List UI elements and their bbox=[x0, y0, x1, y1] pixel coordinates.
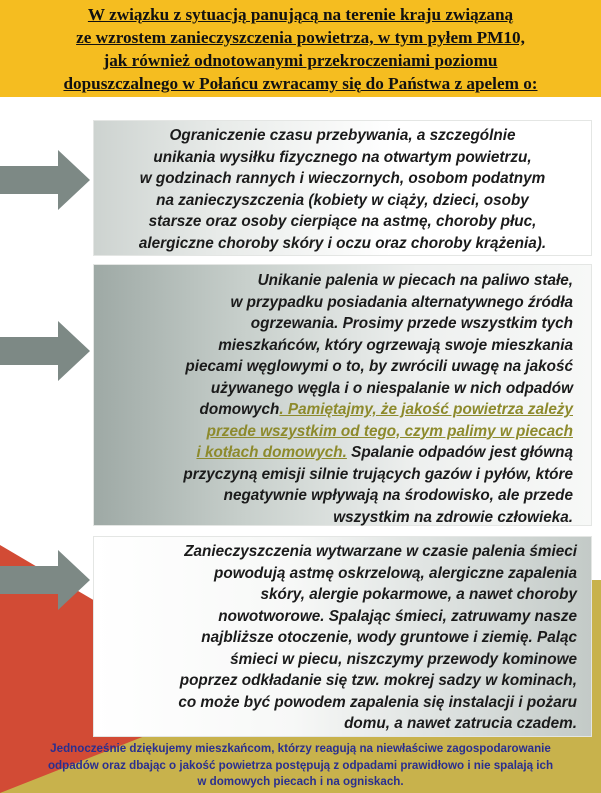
text-line: najbliższe otoczenie, wody gruntowe i ziemię. Paląc bbox=[201, 629, 577, 646]
highlighted-text: przede wszystkim od tego, czym palimy w piecach bbox=[206, 422, 573, 440]
text-line: przyczyną emisji silnie trujących gazów i pyłów, które bbox=[183, 465, 573, 483]
footer-line: Jednocześnie dziękujemy mieszkańcom, którzy reagują na niewłaściwe zagospodarowanie bbox=[50, 742, 551, 755]
text-line: co może być powodem zapalenia się instalacji i pożaru bbox=[178, 693, 577, 711]
appeal-box-limit-outdoor-time bbox=[93, 120, 592, 256]
header-line: ze wzrostem zanieczyszczenia powietrza, w tym pyłem PM10, bbox=[76, 28, 525, 47]
text-line bbox=[100, 421, 573, 443]
footer-line: odpadów oraz dbając o jakość powietrza postępują z odpadami prawidłowo i nie spalają ich bbox=[47, 758, 554, 772]
text-line: alergiczne choroby skóry i oczu oraz choroby krążenia). bbox=[138, 234, 547, 252]
text-line: Zanieczyszczenia wytwarzane w czasie palenia śmieci bbox=[184, 543, 577, 560]
text-line: piecami węglowymi o to, by zwrócili uwagę na jakość bbox=[185, 358, 573, 375]
highlighted-text: . Pamiętajmy, że jakość powietrza zależy bbox=[279, 401, 573, 418]
text-line bbox=[100, 399, 573, 421]
appeal-header bbox=[0, 0, 601, 97]
text-line: Ograniczenie czasu przebywania, a szczególnie bbox=[169, 127, 516, 144]
arrow-right-icon bbox=[0, 548, 92, 612]
text-line: używanego węgla i o niespalanie w nich odpadów bbox=[210, 379, 573, 397]
text-line: unikania wysiłku fizycznego na otwartym powietrzu, bbox=[153, 148, 532, 166]
text-line: w godzinach rannych i wieczornych, osobom podatnym bbox=[139, 170, 546, 187]
appeal-box-waste-burning bbox=[93, 536, 592, 737]
appeal-box-solid-fuel bbox=[93, 264, 592, 526]
text-line: w przypadku posiadania alternatywnego źródła bbox=[230, 293, 573, 311]
header-line: W związku z sytuacją panującą na terenie kraju związaną bbox=[87, 5, 514, 24]
text-line: Unikanie palenia w piecach na paliwo stałe, bbox=[257, 272, 573, 289]
arrow-right-icon bbox=[0, 148, 92, 212]
text-line: powodują astmę oskrzelową, alergiczne zapalenia bbox=[214, 564, 577, 582]
text-line: skóry, alergie pokarmowe, a nawet choroby bbox=[260, 586, 577, 603]
text-line: starsze oraz osoby cierpiące na astmę, choroby płuc, bbox=[148, 213, 537, 230]
text-fragment: domowych bbox=[199, 401, 280, 418]
text-line: nowotworowe. Spalając śmieci, zatruwamy nasze bbox=[218, 607, 577, 625]
arrow-right-icon bbox=[0, 319, 92, 383]
text-line: mieszkańców, który ogrzewają swoje mieszkania bbox=[218, 336, 573, 354]
text-line: domu, a nawet zatrucia czadem. bbox=[344, 715, 577, 732]
footer-line: w domowych piecach i na ogniskach. bbox=[197, 775, 404, 788]
header-line: jak również odnotowanymi przekroczeniami poziomu bbox=[103, 51, 498, 70]
header-line: dopuszczalnego w Połańcu zwracamy się do Państwa z apelem o: bbox=[63, 74, 538, 93]
text-line: ogrzewania. Prosimy przede wszystkim tych bbox=[250, 315, 573, 332]
text-line: poprzez odkładanie się tzw. mokrej sadzy w kominach, bbox=[179, 672, 577, 689]
thank-you-note bbox=[0, 741, 601, 791]
highlighted-text: i kotłach domowych. bbox=[196, 444, 347, 461]
text-line: śmieci w piecu, niszczymy przewody kominowe bbox=[230, 650, 577, 668]
text-fragment: Spalanie odpadów jest główną bbox=[346, 444, 573, 461]
text-line: negatywnie wpływają na środowisko, ale przede bbox=[223, 487, 573, 504]
text-line: na zanieczyszczenia (kobiety w ciąży, dzieci, osoby bbox=[156, 191, 529, 209]
text-line: wszystkim na zdrowie człowieka. bbox=[333, 508, 573, 526]
text-line bbox=[100, 442, 573, 464]
